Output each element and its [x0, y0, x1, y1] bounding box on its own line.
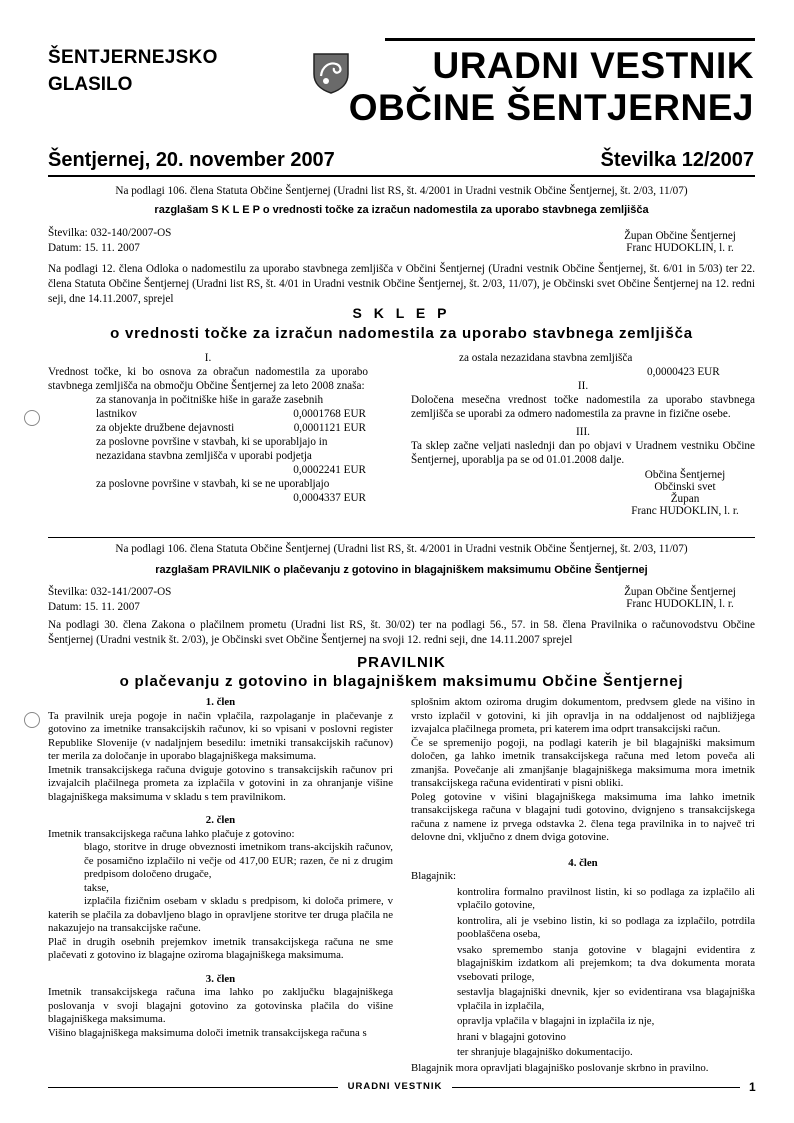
article-4-list-item: sestavlja blagajniški dnevnik, kjer so evidentirana vsa blagajniška vplačila in izplačila,	[457, 986, 755, 1012]
issue-date: Šentjernej, 20. november 2007	[48, 149, 335, 171]
value-item-label: za objekte družbene dejavnosti	[96, 422, 235, 434]
sklep-proclamation: razglašam S K L E P o vrednosti točke za izračun nadomestila za uporabo stavbnega zemljišča	[154, 204, 649, 216]
footer-rule-right	[452, 1087, 740, 1088]
article-3-paragraph-2: Višino blagajniškega maksimuma določi imetnik transakcijskega računa s	[48, 1026, 367, 1039]
value-item-housing-label: za stanovanja in počitniške hiše in garaže zasebnih	[96, 394, 324, 406]
sklep-end-mayor-name: Franc HUDOKLIN, l. r.	[631, 505, 739, 517]
pravilnik-date: Datum: 15. 11. 2007	[48, 601, 140, 613]
sklep-section-2-heading: II.	[577, 380, 589, 392]
article-1-paragraph-1: Ta pravilnik ureja pogoje in način vplačila, razpolaganje in plačevanje z gotovino za imetnike transakcijskih računov, ki so vpisani v poslovni register Republike Slovenije (v nadaljnjem besedilu: imetniki transakcijskih računov) ter merila za določanje in uporabo blagajniškega maksimuma.	[48, 709, 393, 762]
masthead-title-line2: OBČINE ŠENTJERNEJ	[348, 87, 754, 128]
value-item-business-amount: 0,0002241 EUR	[293, 464, 366, 476]
article-4-closing: Blagajnik mora opravljati blagajniško poslovanje skrbno in pravilno.	[411, 1061, 709, 1074]
issue-number: Številka 12/2007	[600, 149, 754, 171]
pravilnik-subtitle: o plačevanju z gotovino in blagajniškem maksimumu Občine Šentjernej	[119, 673, 684, 690]
article-2-heading: 2. člen	[205, 814, 236, 826]
value-item-public	[96, 421, 368, 435]
pravilnik-basis: Na podlagi 106. člena Statuta Občine Šentjernej (Uradni list RS, št. 4/2001 in Uradni vestnik Občine Šentjernej, št. 2/03, 11/07)	[115, 543, 688, 555]
masthead-left-line2: GLASILO	[48, 74, 133, 95]
value-item-business-label-2: nezazidana stavbna zemljišča v uporabi podjetja	[96, 450, 312, 462]
article-2-paragraph-1: Imetnik transakcijskega računa lahko plačuje z gotovino:	[48, 827, 295, 840]
value-item-business-label: za poslovne površine v stavbah, ki se uporabljajo in	[96, 436, 328, 448]
page-number: 1	[749, 1080, 756, 1094]
pravilnik-number: Številka: 032-141/2007-OS	[48, 586, 172, 598]
article-4-intro: Blagajnik:	[411, 870, 456, 882]
value-item-unused-label: za poslovne površine v stavbah, ki se ne uporabljajo	[96, 478, 330, 490]
pravilnik-right-column	[411, 696, 755, 1075]
value-item-amount: 0,0001768 EUR	[293, 408, 366, 420]
pravilnik-intro: Na podlagi 30. člena Zakona o plačilnem prometu (Uradni list RS, št. 30/02) ter na podlagi 56., 57. in 58. člena Pravilnika o računovodstvu Občine Šentjernej (Uradni vestnik št. 2/03), je Občinski svet Občine Šentjernej na svoji 12. redni seji, dne 14.11.2007 sprejel	[48, 619, 755, 646]
sklep-right-column	[411, 351, 755, 517]
article-1-paragraph-2: Imetnik transakcijskega računa dviguje gotovino s transakcijskih računov pri izvajalcih plačilnega prometa za izplačila v gotovini in za ohranjanje višine blagajniškega maksimuma v skladu s tem pravilnikom.	[48, 763, 393, 803]
article-3-continuation-3: Poleg gotovine v višini blagajniškega maksimuma ima lahko imetnik transakcijskega računa v blagajni tudi gotovino, dvignjeno s transakcijskega računa z namene iz prvega odstavka 2. člena tega pravilnika in to največ tri delovne dni, vključno z dnem dviga gotovine.	[411, 790, 755, 843]
sklep-basis: Na podlagi 106. člena Statuta Občine Šentjernej (Uradni list RS, št. 4/2001 in Uradni vestnik Občine Šentjernej, št. 2/03, 11/07)	[115, 185, 688, 197]
footer-rule-left	[48, 1087, 338, 1088]
article-2-paragraph-2: Plač in drugih osebnih prejemkov imetnik transakcijskega računa ne sme plačevati z gotovino iz blagajne oziroma blagajniškega maksimuma.	[48, 935, 393, 961]
punch-hole-marker	[24, 712, 40, 728]
pravilnik-signature-name: Franc HUDOKLIN, l. r.	[626, 598, 734, 610]
sklep-section-3-heading: III.	[576, 426, 590, 438]
article-3-continuation-2: Če se spremenijo pogoji, na podlagi katerih je bil blagajniški maksimum določen, ga lahko imetnik transakcijskega računa med letom poveča ali zmanjša. Povečanje ali zmanjšanje blagajniškega maksimuma mora imetnik transakcijskega računa evidentirati v pisni obliki.	[411, 736, 755, 789]
punch-hole-marker	[24, 410, 40, 426]
sklep-subtitle: o vrednosti točke za izračun nadomestila za uporabo stavbnega zemljišča	[110, 325, 693, 342]
sklep-title: S K L E P	[352, 305, 451, 321]
sklep-signature-name: Franc HUDOKLIN, l. r.	[626, 242, 734, 254]
value-item-other-amount: 0,0000423 EUR	[647, 366, 720, 378]
sklep-signature-title: Župan Občine Šentjernej	[624, 230, 736, 242]
masthead-left-line1: ŠENTJERNEJSKO	[48, 47, 218, 68]
masthead-bottom-rule	[48, 175, 755, 177]
value-item-other-label: za ostala nezazidana stavbna zemljišča	[459, 352, 633, 364]
sklep-section-2-text: Določena mesečna vrednost točke nadomestila za uporabo stavbnega zemljišča se uporabi za odmero nadomestila za pravne in fizične osebe.	[411, 394, 755, 420]
article-3-paragraph-1: Imetnik transakcijskega računa ima lahko po zaključku blagajniškega poslovanja v svoji blagajni gotovino za gotovinska plačila do višine blagajniškega maksimuma.	[48, 986, 393, 1025]
pravilnik-title: PRAVILNIK	[357, 654, 446, 671]
sklep-end-council: Občinski svet	[654, 481, 716, 493]
article-4-list-item: kontrolira, ali je vsebino listin, ki so podlaga za izplačilo, potrdila pooblaščena oseba,	[457, 914, 755, 940]
sklep-end-mayor-title: Župan	[670, 493, 700, 505]
value-item-amount: 0,0001121 EUR	[293, 422, 366, 434]
article-2-list-item: blago, storitve in druge obveznosti imetnikom trans-akcijskih računov, če posamično izplačilo ni večje od 417,00 EUR; razen, če ni z drugim predpisom določeno drugače,	[84, 841, 393, 880]
article-2-list-item: takse,	[84, 881, 109, 894]
sklep-intro: Na podlagi 12. člena Odloka o nadomestilu za uporabo stavbnega zemljišča v Občini Šentjernej (Uradni vestnik Občine Šentjernej, št. 6/01 in 5/03) ter 22. člena Statuta Občine Šentjernej (Uradni list RS, št. 4/01 in Uradni vestnik Občine Šentjernej, št. 2/03, 11/07), je Občinski svet Občine Šentjernej na 12. redni seji, dne 14.11.2007, sprejel	[48, 263, 755, 305]
footer-label: URADNI VESTNIK	[347, 1081, 443, 1092]
section-divider	[48, 537, 755, 538]
masthead-title-line1: URADNI VESTNIK	[432, 45, 754, 86]
pravilnik-proclamation: razglašam PRAVILNIK o plačevanju z gotovino in blagajniškem maksimumu Občine Šentjernej	[155, 564, 648, 576]
article-2-list-item-wrapped	[48, 895, 393, 936]
sklep-number: Številka: 032-140/2007-OS	[48, 227, 172, 239]
pravilnik-left-column	[48, 696, 393, 1040]
article-4-list-item: kontrolira formalno pravilnost listin, ki so podlaga za izplačilo ali vplačilo gotovine,	[457, 885, 755, 911]
masthead-top-rule	[385, 38, 755, 41]
coat-of-arms-logo	[312, 52, 350, 94]
sklep-section-3-text: Ta sklep začne veljati naslednji dan po objavi v Uradnem vestniku Občine Šentjernej, uporablja pa se od 01.01.2008 dalje.	[411, 440, 755, 466]
article-4-list-item: hrani v blagajni gotovino	[457, 1030, 566, 1043]
sklep-section-1-heading: I.	[204, 352, 212, 364]
sklep-end-municipality: Občina Šentjernej	[644, 469, 726, 481]
article-4-list-item: opravlja vplačila v blagajni in izplačila iz nje,	[457, 1015, 655, 1027]
article-1-heading: 1. člen	[205, 696, 236, 708]
article-2-list-item-text: izplačila fizičnim osebam v skladu s predpisom, ki določa primere, v katerih se plačila za dobavljeno blago in opravljene storitve ter druga plačila ne nakazujejo na transakcijske račune.	[48, 895, 393, 934]
sklep-date: Datum: 15. 11. 2007	[48, 242, 140, 254]
article-4-list-item: ter shranjuje blagajniško dokumentacijo.	[457, 1046, 633, 1058]
article-4-heading: 4. člen	[568, 856, 598, 869]
article-3-continuation-1: splošnim aktom oziroma drugim dokumentom, predvsem glede na višino in vrsto izplačil v gotovini, ki jih opravlja in na oddaljenost od najbližjega izvajalca plačilnega prometa, pri katerem ima odprt transakcijski račun.	[411, 696, 755, 735]
sklep-left-column	[48, 351, 368, 505]
value-item-label: lastnikov	[96, 408, 138, 420]
article-4-list-item: vsako spremembo stanja gotovine v blagajni evidentira z blagajniškim izdatkom ali prejemkom; ta dva dokumenta morata vsebovati priloge,	[457, 943, 755, 983]
article-3-heading: 3. člen	[205, 972, 236, 985]
value-item-housing	[96, 407, 368, 421]
sklep-section-1-text: Vrednost točke, ki bo osnova za obračun nadomestila za uporabo stavbnega zemljišča na območju Občine Šentjernej za leto 2008 znaša:	[48, 366, 368, 392]
value-item-unused-amount: 0,0004337 EUR	[293, 492, 366, 504]
pravilnik-signature-title: Župan Občine Šentjernej	[624, 586, 736, 598]
